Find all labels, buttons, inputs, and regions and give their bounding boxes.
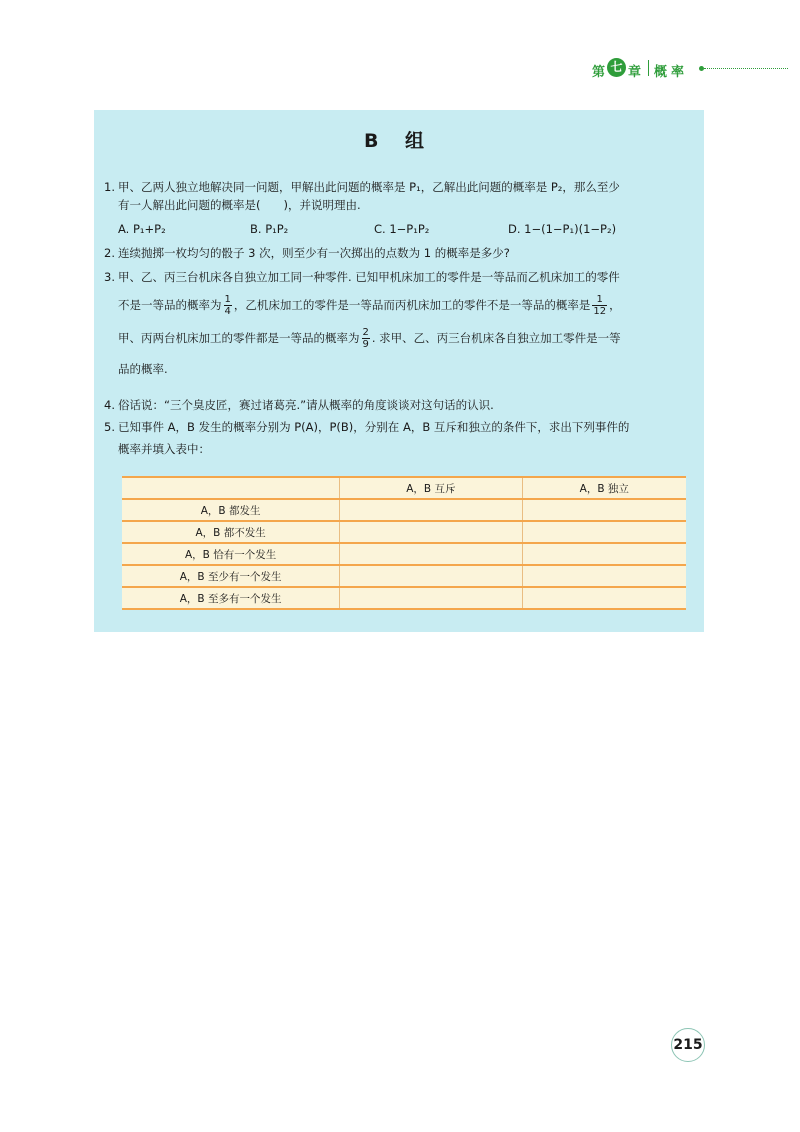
- question-text: ，: [609, 298, 621, 312]
- question-number: 5.: [104, 420, 115, 434]
- table-header-cell: A，B 独立: [522, 477, 686, 499]
- table-row: [122, 565, 686, 587]
- fraction-denominator: 12: [593, 306, 607, 317]
- question-4: [104, 396, 699, 414]
- table-cell-empty[interactable]: [340, 499, 522, 521]
- table-row: [122, 587, 686, 609]
- question-text: 概率并填入表中：: [118, 442, 210, 456]
- table-cell-empty[interactable]: [340, 521, 522, 543]
- question-text: 品的概率.: [118, 362, 168, 376]
- fraction-denominator: 4: [224, 306, 231, 317]
- chapter-suffix: 章: [628, 65, 642, 80]
- chapter-title: 概率: [654, 65, 689, 80]
- chapter-prefix: 第: [592, 65, 606, 80]
- fraction-denominator: 9: [362, 339, 369, 350]
- table-row-label: A，B 都不发生: [122, 521, 340, 543]
- option-d: D. 1−(1−P₁)(1−P₂): [508, 222, 617, 236]
- question-text-line: [104, 294, 699, 317]
- option-c: C. 1−P₁P₂: [374, 222, 430, 236]
- question-text: ，乙机床加工的零件是一等品而丙机床加工的零件不是一等品的概率是: [233, 298, 591, 312]
- chapter-header: [592, 58, 792, 80]
- question-text: 甲、乙两人独立地解决同一问题，甲解出此问题的概率是 P₁，乙解出此问题的概率是 P₂，那么至少: [118, 180, 620, 194]
- fraction-one-quarter: [224, 294, 232, 317]
- table-row: [122, 543, 686, 565]
- question-number: 4.: [104, 398, 115, 412]
- question-1-options: [118, 222, 698, 240]
- table-cell-empty[interactable]: [522, 499, 686, 521]
- header-dotted-line: [704, 68, 788, 69]
- table-row: [122, 499, 686, 521]
- table-cell-empty[interactable]: [340, 587, 522, 609]
- table-cell-empty[interactable]: [522, 587, 686, 609]
- question-text: 连续抛掷一枚均匀的骰子 3 次，则至少有一次掷出的点数为 1 的概率是多少?: [118, 246, 510, 260]
- question-text: 已知事件 A，B 发生的概率分别为 P(A)，P(B)，分别在 A，B 互斥和独立的条件下，求出下列事件的: [118, 420, 630, 434]
- question-1: [104, 178, 699, 214]
- table-row-label: A，B 至少有一个发生: [122, 565, 340, 587]
- question-text: 甲、乙、丙三台机床各自独立加工同一种零件. 已知甲机床加工的零件是一等品而乙机床加工的零件: [118, 270, 620, 284]
- table-row: [122, 521, 686, 543]
- question-text: 不是一等品的概率为: [118, 298, 222, 312]
- question-text: 有一人解出此问题的概率是( )，并说明理由.: [118, 198, 361, 212]
- fraction-two-ninths: [362, 327, 370, 350]
- table-header-cell: A，B 互斥: [340, 477, 522, 499]
- question-number: 2.: [104, 246, 115, 260]
- section-title: B 组: [363, 130, 435, 152]
- question-text: . 求甲、乙、丙三台机床各自独立加工零件是一等: [371, 331, 621, 345]
- option-a: A. P₁+P₂: [118, 222, 166, 236]
- table-cell-empty[interactable]: [522, 565, 686, 587]
- fraction-numerator: 2: [362, 327, 369, 338]
- page-number: 215: [671, 1028, 705, 1062]
- question-2: [104, 244, 699, 262]
- fraction-numerator: 1: [224, 294, 231, 305]
- table-cell-empty[interactable]: [340, 565, 522, 587]
- question-text: 俗话说：“三个臭皮匠，赛过诸葛亮.”请从概率的角度谈谈对这句话的认识.: [118, 398, 494, 412]
- probability-table: [122, 476, 686, 610]
- chapter-number-badge: 七: [607, 58, 626, 77]
- table-header-cell: [122, 477, 340, 499]
- header-divider: [648, 60, 649, 76]
- option-b: B. P₁P₂: [250, 222, 289, 236]
- question-text: 甲、丙两台机床加工的零件都是一等品的概率为: [118, 331, 360, 345]
- fraction-numerator: 1: [592, 294, 607, 306]
- question-number: 3.: [104, 270, 115, 284]
- table-cell-empty[interactable]: [340, 543, 522, 565]
- fraction-one-twelfth: [592, 294, 607, 317]
- table-row-label: A，B 恰有一个发生: [122, 543, 340, 565]
- question-text-line: [104, 327, 699, 350]
- table-row-label: A，B 至多有一个发生: [122, 587, 340, 609]
- question-number: 1.: [104, 180, 115, 194]
- table-header-row: [122, 477, 686, 499]
- question-3: [104, 268, 699, 378]
- table-row-label: A，B 都发生: [122, 499, 340, 521]
- table-cell-empty[interactable]: [522, 543, 686, 565]
- exercise-box: [94, 110, 704, 632]
- question-5: [104, 418, 699, 458]
- table-cell-empty[interactable]: [522, 521, 686, 543]
